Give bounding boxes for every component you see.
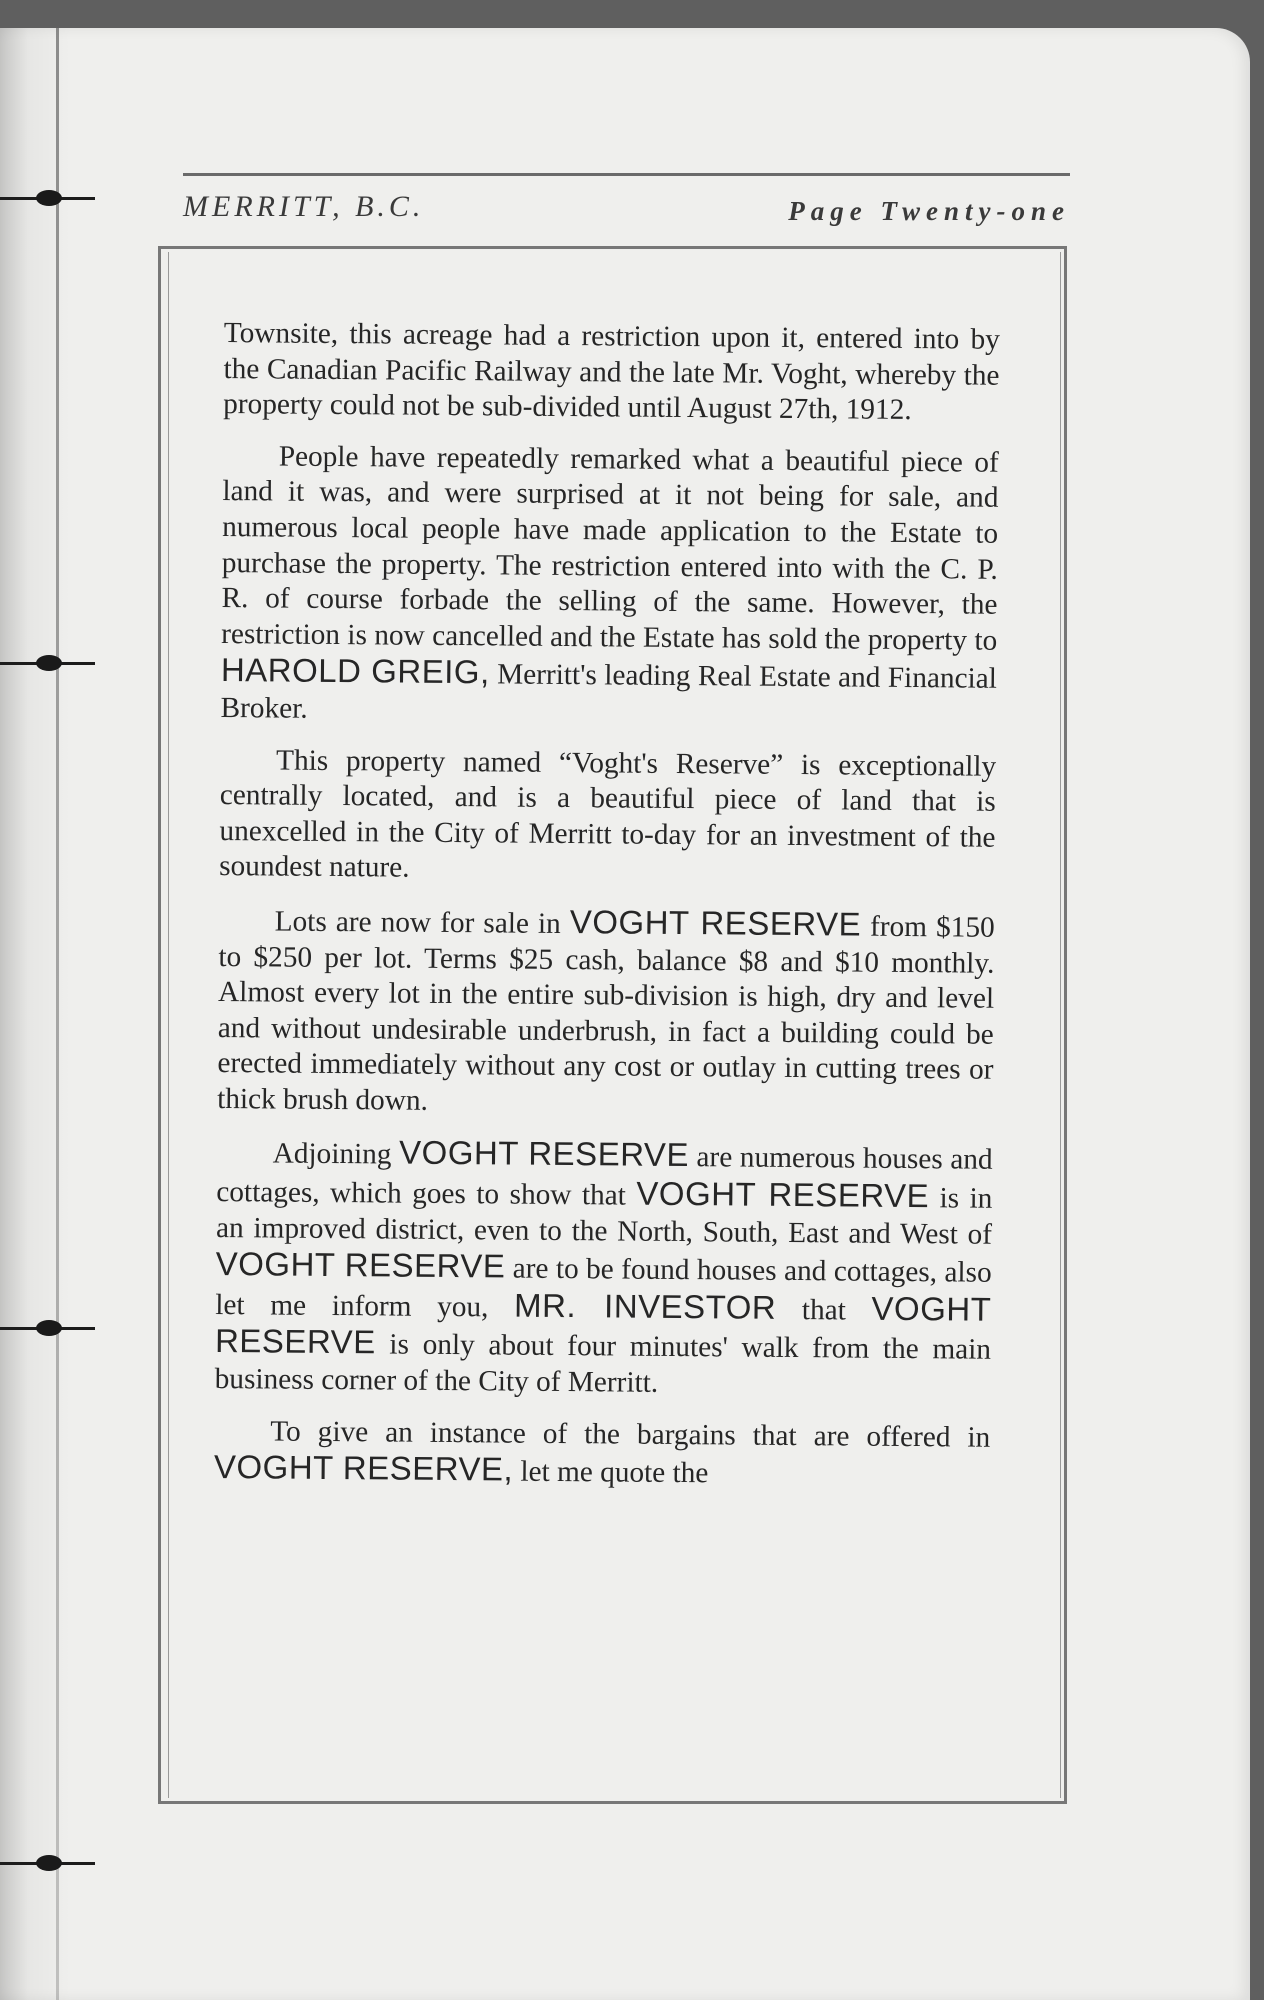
page-number-label: Page Twenty-one	[788, 196, 1070, 226]
reserve-name: VOGHT RESERVE	[214, 1289, 992, 1361]
paragraph-6: To give an instance of the bargains that are offered in VOGHT RESERVE, let me quote the	[213, 1415, 991, 1490]
reserve-name: VOGHT RESERVE	[215, 1245, 506, 1285]
binding-shadow	[0, 28, 70, 2000]
investor-callout: MR. INVESTOR	[513, 1286, 777, 1326]
reserve-name: VOGHT RESERVE	[569, 902, 862, 943]
reserve-name: VOGHT RESERVE	[398, 1134, 690, 1174]
paragraph-3: This property named “Voght's Reserve” is exceptionally centrally located, and is a beautiful piece of land that is unexcelled in the City of Merritt to-day for an investment of the soundest nature.	[219, 744, 997, 884]
paragraph-4: Lots are now for sale in VOGHT RESERVE from $150 to $250 per lot. Terms $25 cash, balance $8 and $10 monthly. Almost every lot in the entire sub-division is high, dry and level and without undesirable underbrush, in fact a building could be erected immediately without any cost or outlay in cutting trees or thick brush down.	[217, 902, 995, 1117]
binding-stitch	[0, 193, 95, 203]
running-head	[183, 190, 1070, 230]
broker-name: HAROLD GREIG,	[220, 651, 490, 691]
paragraph-5: Adjoining VOGHT RESERVE are numerous houses and cottages, which goes to show that VOGHT RESERVE is in an improved district, even to the North, South, East and West of VOGHT RESERVE are to be found houses and cottages, also let me inform you, MR. INVESTOR that VOGHT RESERVE is only about four minutes' walk from the main business corner of the City of Merritt.	[214, 1134, 993, 1399]
binding-stitch	[0, 1323, 95, 1333]
binding-stitch	[0, 1858, 95, 1868]
reserve-name: VOGHT RESERVE,	[213, 1448, 514, 1488]
reserve-name: VOGHT RESERVE	[636, 1174, 930, 1215]
paragraph-2: People have repeatedly remarked what a beautiful piece of land it was, and were surprised at it not being for sale, and numerous local people have made application to the Estate to purchase the property. The restriction entered into with the C. P. R. of course forbade the selling of the same. However, the restriction is now cancelled and the Estate has sold the property to HAROLD GREIG, Merritt's leading Real Estate and Financial Broker.	[220, 440, 999, 725]
header-rule	[183, 173, 1070, 176]
gutter-crease	[56, 28, 59, 2000]
paragraph-1: Townsite, this acreage had a restriction upon it, entered into by the Canadian Pacific Railway and the late Mr. Voght, whereby the property could not be sub-divided until August 27th, 1912.	[223, 316, 1000, 427]
body-text	[214, 316, 1000, 1511]
running-head-location: MERRITT, B.C.	[183, 190, 425, 223]
binding-stitch	[0, 658, 95, 668]
